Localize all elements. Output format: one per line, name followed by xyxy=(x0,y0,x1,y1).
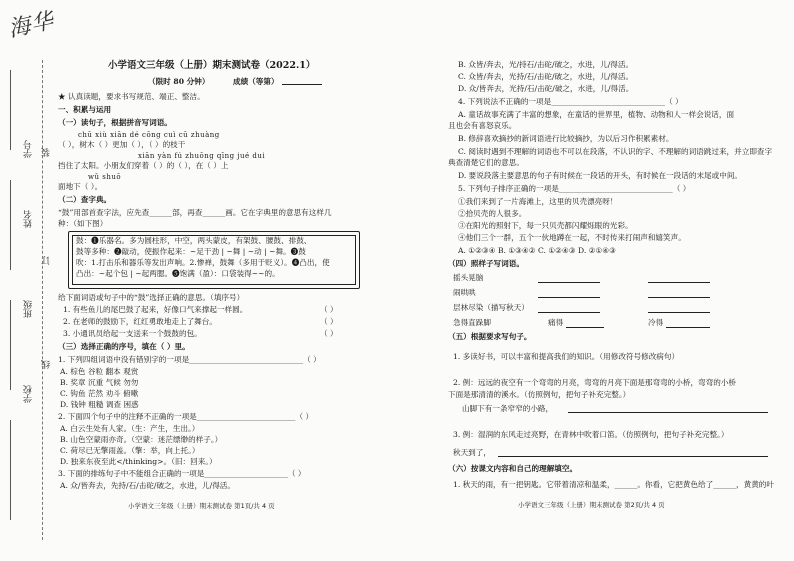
mc-option: D. 要说段落主要意思的句子有时候在一段话的开头，有时候在一段话的末尾或中间。 xyxy=(458,171,743,180)
student-id-label: 学号 xyxy=(24,140,34,158)
word-example: 摇头晃脑 xyxy=(453,273,484,282)
gutter-line xyxy=(10,300,11,390)
dictionary-entry: 凸出：~起个包 | ~起两腮。❺饱满（盈）：口袋装得~~的。 xyxy=(76,269,280,278)
sentence-item: ②拾贝壳的人很多。 xyxy=(458,209,527,218)
rewrite-prompt: 秋天到了， xyxy=(453,448,491,457)
word-blank[interactable] xyxy=(538,282,600,283)
word-blank[interactable] xyxy=(648,312,710,313)
q4-heading: （四）照样子写词语。 xyxy=(448,259,524,268)
word-example: 层林尽染（描写秋天） xyxy=(453,303,529,312)
student-name-label: 姓名 xyxy=(24,210,34,228)
sentence-blank[interactable] xyxy=(498,456,768,457)
mc-option: C. 钩鱼 茫然 劝斗 俯嗽 xyxy=(60,389,139,398)
dictionary-question: 种：（如下图） xyxy=(58,219,108,228)
mc-option: 且也会有喜怒哀乐。 xyxy=(448,121,517,130)
word-example: 闹哄哄 xyxy=(453,288,476,297)
word-blank[interactable] xyxy=(538,297,600,298)
word-example: 急得直跺脚 xyxy=(453,318,491,327)
mc-option: A. 童话故事充满了丰富的想象，在童话的世界里，植物、动物和人一样会说话，面 xyxy=(458,110,735,119)
meaning-sentence: 2. 在老师的鼓励下，红红勇敢地走上了舞台。 xyxy=(63,317,217,326)
binding-gutter xyxy=(0,0,57,561)
gutter-line xyxy=(10,180,11,270)
q1-heading: （一）读句子，根据拼音写词语。 xyxy=(58,118,172,127)
answer-paren[interactable]: （ ） xyxy=(320,305,338,314)
mc-option: D. 钱钟 粗糙 调查 困惑 xyxy=(60,400,139,409)
rewrite-question: 2. 例：远远的夜空有一个弯弯的月亮，弯弯的月亮下面是那弯弯的小桥，弯弯的小桥 xyxy=(453,378,737,387)
answer-paren[interactable]: （ ） xyxy=(320,329,338,338)
dictionary-entry: 鼓等多种：❷敲动，使振作起来：~足干劲 | ~舞 | ~动 | ~舞。❸鼓 xyxy=(76,247,306,256)
rewrite-question: 3. 例：湿润的东风走过亮野，在青林中吹着口笛。（仿照例句，把句子补充完整。） xyxy=(453,430,729,439)
mc-option: B. 众皆/奔去，光/持石/击砣/破之，水进，儿/得活。 xyxy=(458,60,634,69)
dictionary-question: “鼓”用部首查字法，应先查______部，再查______画。它在字典里的意思有这样几 xyxy=(58,208,332,217)
mc-option: C. 荷尽已无擎雨盖。（擎：举，向上托。） xyxy=(60,446,200,455)
word-blank[interactable] xyxy=(566,327,604,328)
mc-option: A. 白云生处有人家。（生：产生，生出。） xyxy=(60,424,200,433)
gutter-line xyxy=(10,420,11,520)
instructions: ★ 认真读题，要求书写规范、端正、整洁。 xyxy=(58,92,205,101)
rewrite-prompt: 山脚下有一条窄窄的小路， xyxy=(462,404,554,413)
q2-heading: （二）查字典。 xyxy=(58,195,112,204)
time-limit: （限时 80 分钟） xyxy=(148,77,210,86)
exam-title: 小学语文三年级（上册）期末测试卷（2022.1） xyxy=(108,60,316,71)
q1-line: 面地下（ ）。 xyxy=(58,182,103,191)
pinyin-row: chū xiù xiān dé cōng cuì cū zhuàng xyxy=(78,131,220,139)
sentence-item: ③在阳光的照射下，每一只贝壳都闪耀烁眼的光彩。 xyxy=(458,221,633,230)
mc-option: D. 众/皆奔去，光持/石/击砣/破之，水进，儿/得活。 xyxy=(458,84,634,93)
pinyin-row: xiān yàn fú zhuōng qīng jué dui xyxy=(138,152,266,160)
mc-question: 3. 下面的排练句子中不能组合正确的一项是______________________（ ） xyxy=(58,469,306,478)
mc-option: C. 众皆/奔去，光持/石/击砣/破之，水进，儿/得活。 xyxy=(458,72,634,81)
page-footer: 小学语文三年级（上册）期末测试卷 第2页/共 4 页 xyxy=(518,501,665,509)
mc-option: B. 奖章 沉重 气候 勿勿 xyxy=(60,378,139,387)
section-one-heading: 一、积累与运用 xyxy=(58,105,112,114)
class-label: 班级 xyxy=(24,300,34,318)
sentence-blank[interactable] xyxy=(568,412,768,413)
rewrite-question: 1. 多读好书，可以丰富和提高我们的知识。（用修改符号修改病句） xyxy=(453,352,680,361)
word-blank[interactable] xyxy=(666,327,710,328)
mc-question: 1. 下列四组词语中没有错别字的一项是______________________________（ ） xyxy=(58,355,321,364)
dictionary-entry: 鼓：❶乐器名。多为圆柱形，中空，两头蒙皮，有架鼓、腰鼓、排鼓、 xyxy=(76,236,312,245)
mc-option: B. 修辞喜欢摘抄的新词语进行比较摘抄，为以后习作积累素材。 xyxy=(458,134,674,143)
pinyin-row: wǔ shuō xyxy=(88,173,122,181)
mc-question: 5. 下列句子排序正确的一项是______________________________（ ） xyxy=(458,184,691,193)
mc-option: A. 众/皆奔去，先持/石/击砣/破之，水进，儿/得活。 xyxy=(60,481,235,490)
q1-line: 挡住了太阳。小朋友们穿着（ ）的（ ），在（ ）上 xyxy=(58,161,229,170)
q3-heading: （三）选择正确的序号，填在（ ）里。 xyxy=(58,342,190,351)
rewrite-question: 下面是那清清的溪水。（仿照例句，把句子补充完整。） xyxy=(448,390,631,399)
page-footer: 小学语文三年级（上册）期末测试卷 第1页/共 4 页 xyxy=(128,502,275,510)
grade-blank[interactable] xyxy=(282,84,322,85)
mc-option: 典查清楚它们的意思。 xyxy=(448,158,524,167)
binding-char: 装 xyxy=(42,148,52,157)
word-prompt: 冷得 xyxy=(648,318,664,327)
meaning-sentence: 1. 有些鱼儿的尾巴鼓了起来，好像口气来撑起一样圆。 xyxy=(63,305,248,314)
handwritten-name: 海华 xyxy=(6,8,57,43)
q1-line: （ ），树木（ ）更加（ ），（ ）的枝干 xyxy=(58,140,186,149)
fill-question: 1. 秋天的雨，有一把钥匙。它带着清凉和温柔，______。你看，它把黄色给了______，黄黄的叶 xyxy=(453,480,774,489)
dictionary-entry: 吹：1.打击乐和器乐等发出声响。2.惨禅，鼓舞（多用于贬义）。❹凸出，使 xyxy=(76,258,330,267)
word-blank[interactable] xyxy=(538,312,600,313)
mc-option: A. 棕色 谷粒 翻本 观赏 xyxy=(60,367,139,376)
choose-meaning-instruction: 给下面词语或句子中的“鼓”选择正确的意思。（填序号） xyxy=(58,293,245,302)
fold-line xyxy=(42,60,43,540)
meaning-sentence: 3. 小通讯员给起一支送来一个鼓鼓的包。 xyxy=(63,329,202,338)
q5-heading: （五）根据要求写句子。 xyxy=(448,332,532,341)
sentence-item: ④他们三个一群，五个一伙地蹲在一起，不时传来打闹声和嬉笑声。 xyxy=(458,233,686,242)
gutter-line xyxy=(10,70,11,150)
word-prompt: 痛得 xyxy=(548,318,564,327)
grade-label: 成绩（等第） xyxy=(233,77,279,86)
mc-option: D. 独来东夜至此</thinking>。（旧：回来。） xyxy=(60,457,217,466)
word-blank[interactable] xyxy=(648,282,710,283)
binding-char: 订 xyxy=(42,256,52,265)
mc-question: 2. 下面四个句子中的注释不正确的一项是__________________________（ ） xyxy=(58,412,314,421)
mc-option: B. 山色空蒙雨亦奇。（空蒙：迷茫缥缈的样子。） xyxy=(60,435,223,444)
mc-option: C. 阅读时遇到不理解的词语也不可以在段落，不认识的字、不理解的词语跳过来，并立即查字 xyxy=(458,147,773,156)
q6-heading: （六）按课文内容和自己的理解填空。 xyxy=(448,464,578,473)
sentence-item: ①我们来到了一片海滩上，这里的贝壳漂亮呀！ xyxy=(458,197,618,206)
mc-question: 4. 下列说法不正确的一项是______________________________（ ） xyxy=(458,97,683,106)
word-blank[interactable] xyxy=(648,297,710,298)
school-label: 学校 xyxy=(24,385,34,403)
answer-paren[interactable]: （ ） xyxy=(320,317,338,326)
order-options: A. ①②③④ B. ①③④② C. ①②④③ D. ②①④③ xyxy=(458,246,616,255)
binding-char: 线 xyxy=(42,360,52,369)
